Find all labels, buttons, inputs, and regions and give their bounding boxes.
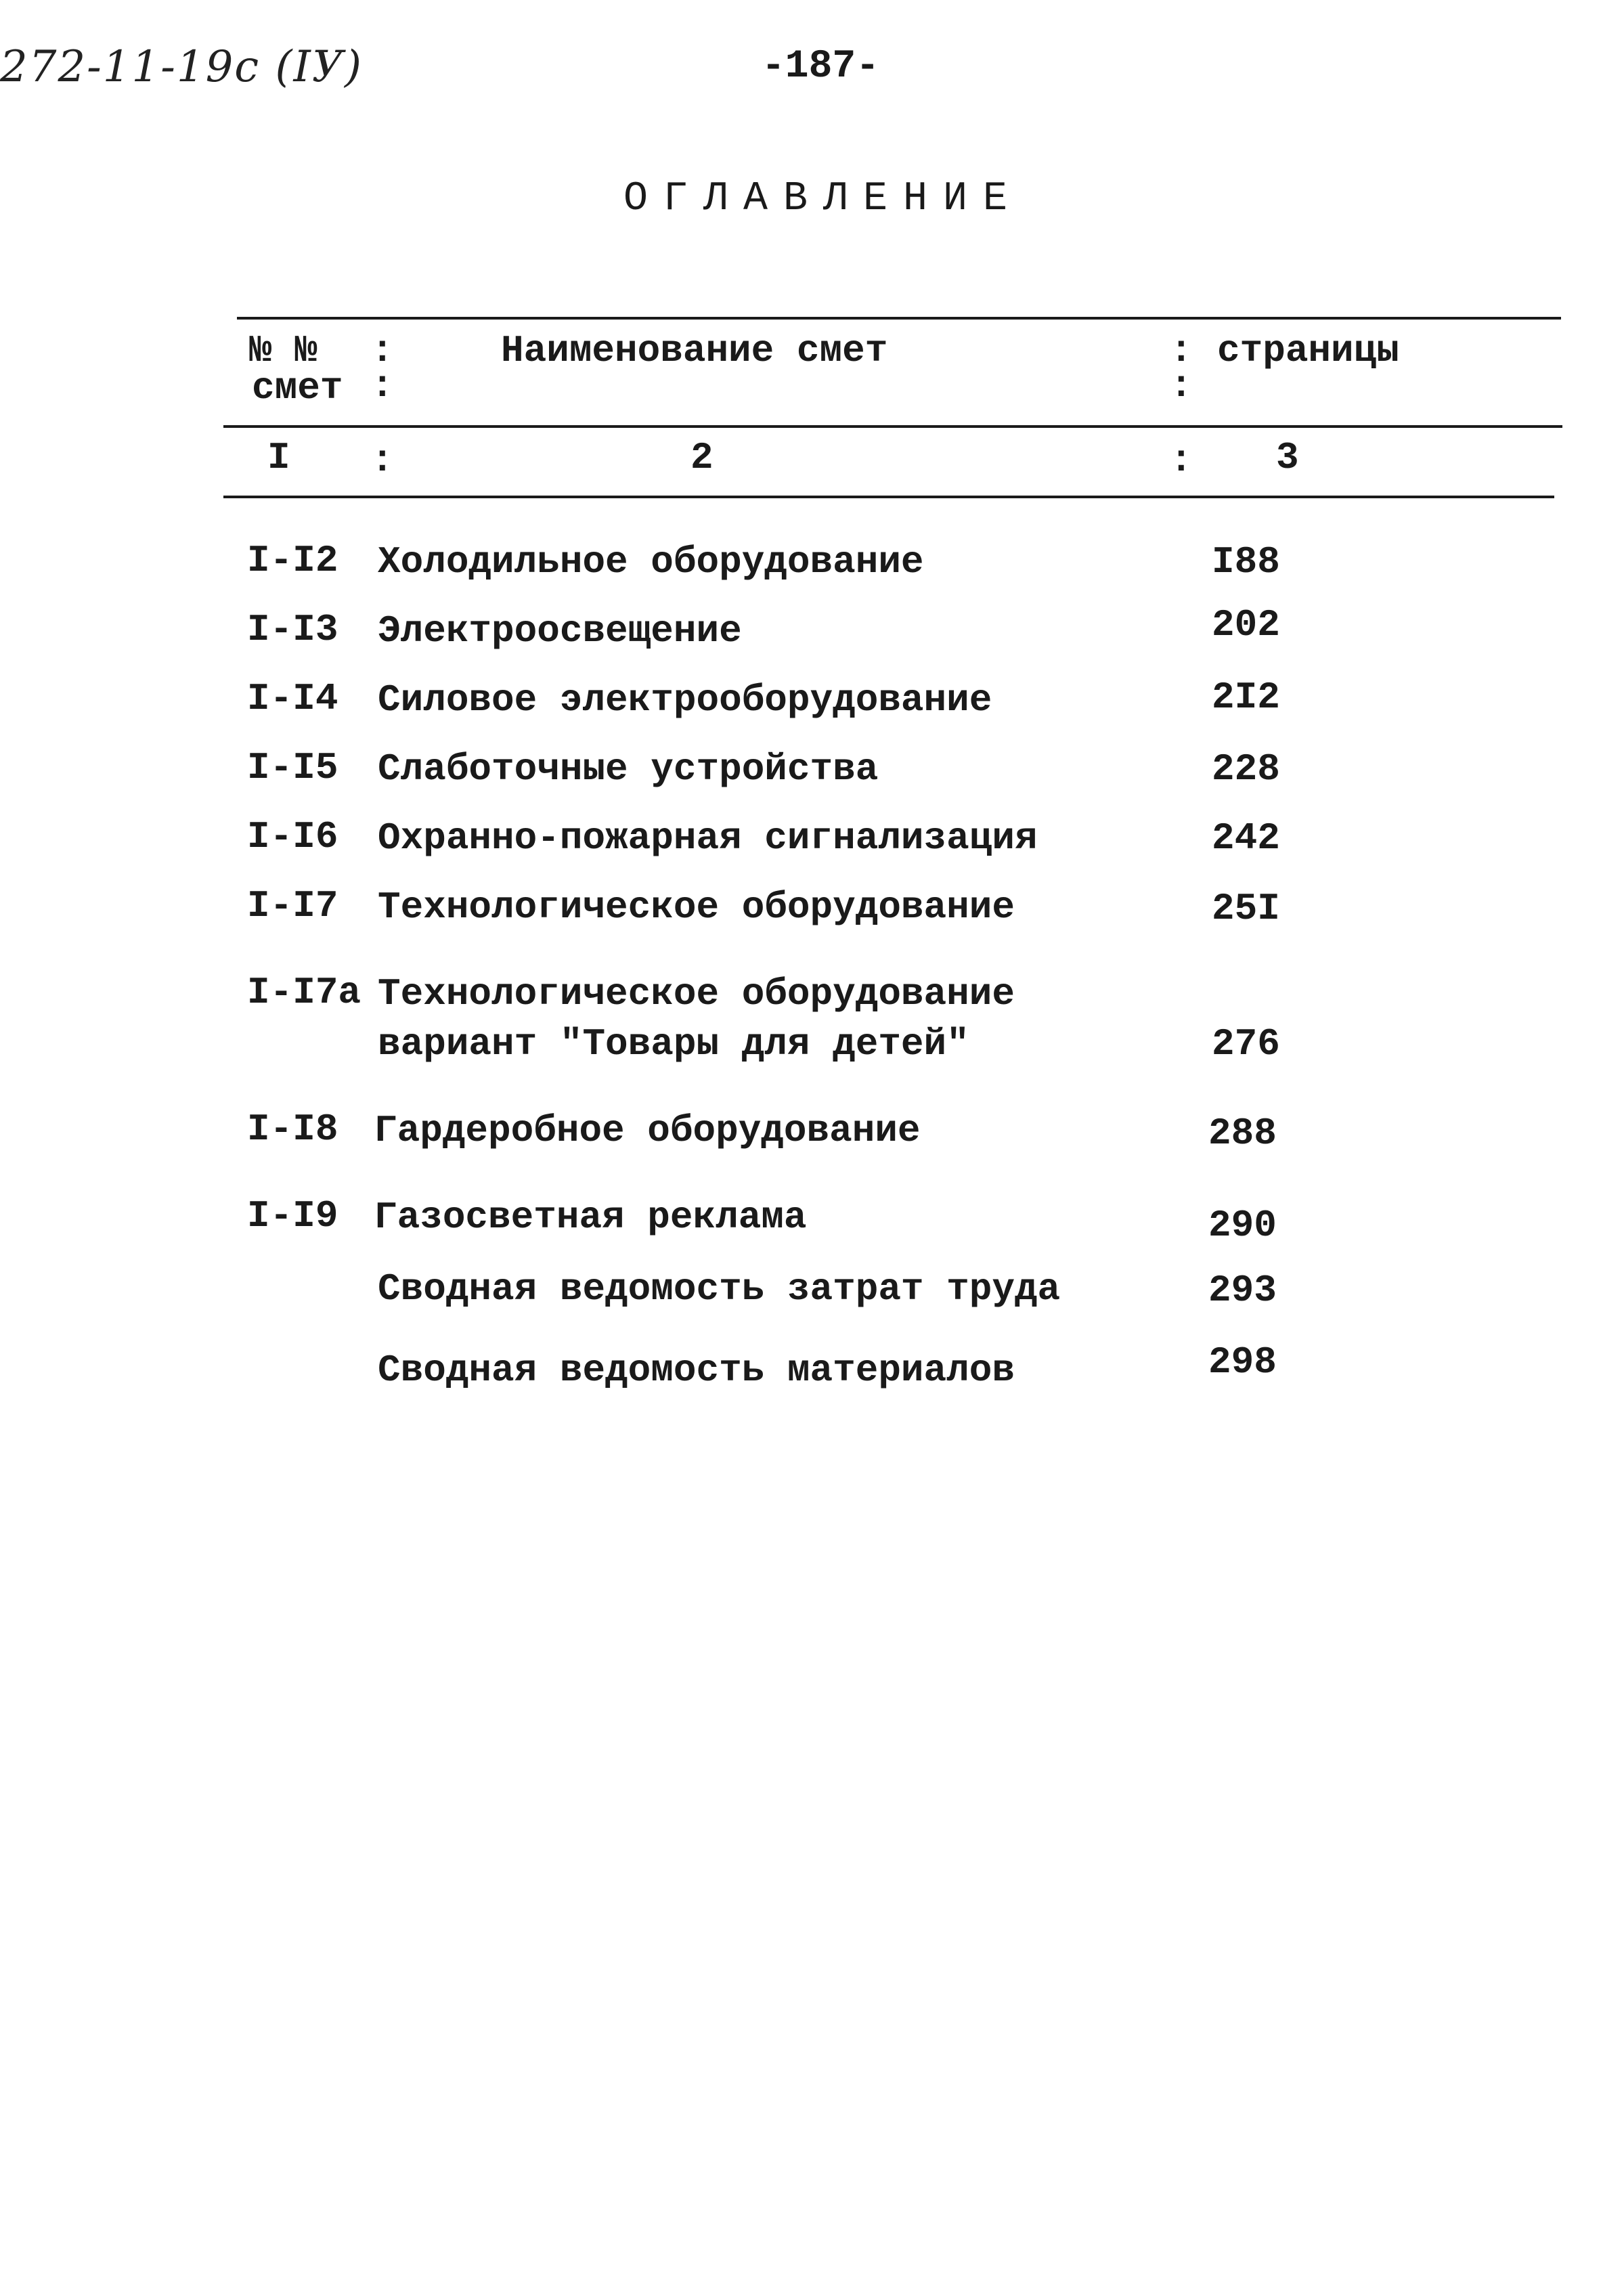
estimate-page: 242: [1212, 816, 1280, 860]
estimate-page: 25I: [1212, 887, 1280, 930]
estimate-name: Гардеробное оборудование: [374, 1109, 921, 1152]
estimate-name: Слаботочные устройства: [378, 747, 879, 791]
estimate-name-line2: вариант "Товары для детей": [378, 1022, 969, 1066]
table-header-rule: [223, 425, 1562, 428]
estimate-number: I-I5: [247, 746, 338, 789]
estimate-name: Сводная ведомость материалов: [378, 1349, 1015, 1392]
estimate-name: Технологическое оборудование: [378, 886, 1015, 929]
estimate-name: Холодильное оборудование: [378, 540, 924, 584]
estimate-page: 290: [1208, 1204, 1277, 1247]
header-estimate-name: Наименование смет: [501, 329, 888, 372]
page-title: ОГЛАВЛЕНИЕ: [623, 176, 1024, 222]
estimate-name: Электроосвещение: [378, 609, 742, 653]
header-pages: страницы: [1217, 329, 1399, 372]
estimate-name: Технологическое оборудование: [378, 972, 1015, 1016]
column-number-1: I: [267, 436, 290, 479]
column-number-2: 2: [690, 436, 714, 479]
estimate-page: 2I2: [1212, 676, 1280, 719]
table-numbers-rule: [223, 496, 1554, 498]
column-number-3: 3: [1276, 436, 1299, 479]
estimate-name: Сводная ведомость затрат труда: [378, 1267, 1061, 1311]
document-code-handwritten: 272-11-19с (IУ): [0, 42, 363, 92]
estimate-name: Газосветная реклама: [374, 1196, 807, 1239]
estimate-page: 288: [1208, 1112, 1277, 1155]
estimate-page: 293: [1208, 1269, 1277, 1312]
estimate-page: I88: [1212, 540, 1280, 584]
column-number-separator: :: [371, 439, 394, 482]
estimate-number: I-I9: [247, 1194, 338, 1238]
estimate-number: I-I3: [247, 608, 338, 651]
header-separator: :: [371, 364, 394, 408]
estimate-number: I-I7а: [247, 971, 361, 1014]
estimate-number: I-I4: [247, 677, 338, 720]
estimate-page: 298: [1208, 1340, 1277, 1384]
estimate-page: 276: [1212, 1022, 1280, 1066]
header-separator: :: [371, 329, 394, 372]
column-number-separator: :: [1170, 439, 1193, 482]
estimate-number: I-I7: [247, 884, 338, 927]
estimate-number: I-I2: [247, 539, 338, 582]
table-top-rule: [237, 317, 1561, 320]
estimate-name: Силовое электрооборудование: [378, 678, 992, 722]
header-estimate-number-line1: № №: [249, 329, 317, 372]
header-separator: :: [1170, 329, 1193, 372]
estimate-number: I-I8: [247, 1108, 338, 1151]
header-separator: :: [1170, 364, 1193, 408]
page-number: -187-: [762, 45, 880, 89]
estimate-number: I-I6: [247, 815, 338, 858]
estimate-page: 202: [1212, 603, 1280, 647]
header-estimate-number-line2: смет: [252, 366, 343, 410]
estimate-page: 228: [1212, 747, 1280, 791]
estimate-name: Охранно-пожарная сигнализация: [378, 816, 1038, 860]
